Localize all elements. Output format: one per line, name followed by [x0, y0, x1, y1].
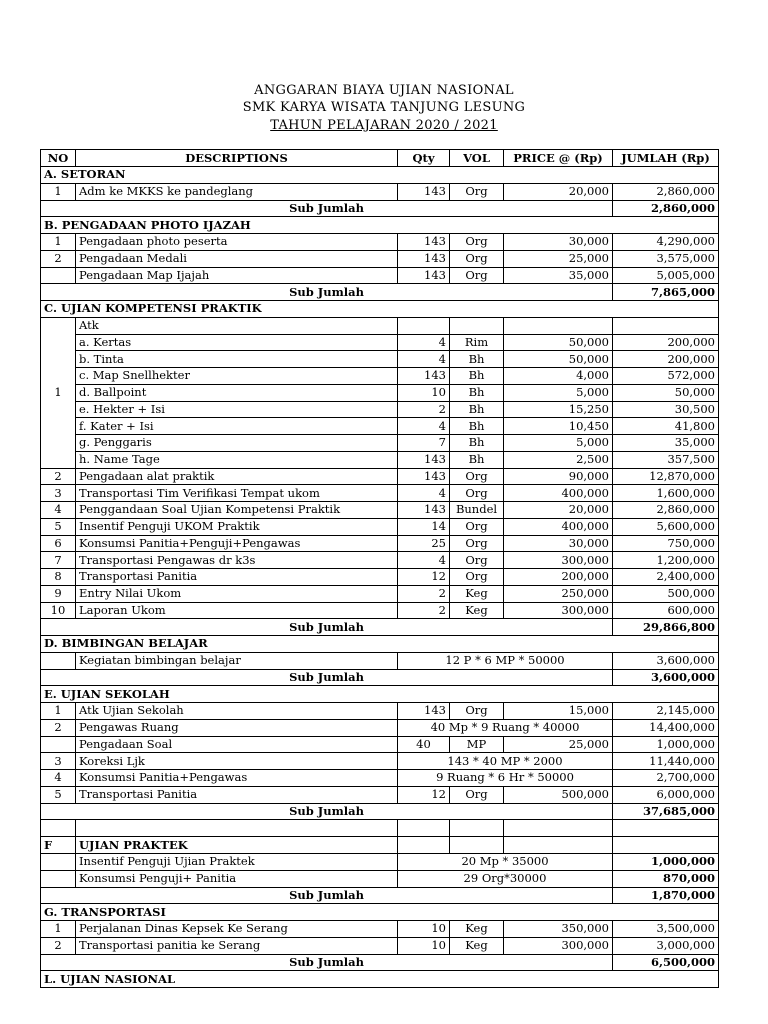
row-jumlah: 3,500,000 [613, 921, 719, 938]
section-title: B. PENGADAAN PHOTO IJAZAH [41, 217, 719, 234]
subtotal-label: Sub Jumlah [41, 803, 613, 820]
row-no: 2 [41, 250, 76, 267]
row-vol: Org [450, 267, 504, 284]
row-desc: g. Penggaris [76, 435, 398, 452]
row-qty: 10 [398, 937, 450, 954]
table-row [41, 502, 719, 519]
table-row [41, 569, 719, 586]
row-qty: 25 [398, 535, 450, 552]
row-jumlah: 600,000 [613, 602, 719, 619]
row-desc: Konsumsi Panitia+Penguji+Pengawas [76, 535, 398, 552]
section-title: E. UJIAN SEKOLAH [41, 686, 719, 703]
row-price: 300,000 [504, 552, 613, 569]
section-title: D. BIMBINGAN BELAJAR [41, 636, 719, 653]
row-desc: Transportasi Panitia [76, 569, 398, 586]
row-jumlah: 1,000,000 [613, 854, 719, 871]
row-no: 1 [41, 183, 76, 200]
row-no [41, 267, 76, 284]
row-vol: Org [450, 250, 504, 267]
academic-year: TAHUN PELAJARAN 2020 / 2021 [270, 118, 498, 133]
row-price: 20,000 [504, 502, 613, 519]
row-no: 2 [41, 719, 76, 736]
table-row [41, 937, 719, 954]
table-row [41, 267, 719, 284]
row-desc: b. Tinta [76, 351, 398, 368]
table-row [41, 234, 719, 251]
row-qty: 4 [398, 485, 450, 502]
row-jumlah: 3,575,000 [613, 250, 719, 267]
row-vol: MP [450, 736, 504, 753]
row-qty: 4 [398, 351, 450, 368]
row-jumlah: 11,440,000 [613, 753, 719, 770]
row-qty: 7 [398, 435, 450, 452]
table-row [41, 719, 719, 736]
row-desc: Perjalanan Dinas Kepsek Ke Serang [76, 921, 398, 938]
row-desc: Adm ke MKKS ke pandeglang [76, 183, 398, 200]
row-jumlah: 6,000,000 [613, 786, 719, 803]
row-formula: 29 Org*30000 [398, 870, 613, 887]
row-vol: Keg [450, 602, 504, 619]
row-jumlah: 1,200,000 [613, 552, 719, 569]
subtotal-value: 29,866,800 [613, 619, 719, 636]
row-no [41, 736, 76, 753]
table-row [41, 854, 719, 871]
subtotal-value: 1,870,000 [613, 887, 719, 904]
row-no: 7 [41, 552, 76, 569]
table-row [41, 518, 719, 535]
row-vol: Org [450, 703, 504, 720]
subtotal-value: 6,500,000 [613, 954, 719, 971]
row-no: 4 [41, 502, 76, 519]
subtotal-value: 2,860,000 [613, 200, 719, 217]
row-price: 400,000 [504, 485, 613, 502]
row-no: 8 [41, 569, 76, 586]
row-vol: Org [450, 485, 504, 502]
row-qty: 14 [398, 518, 450, 535]
row-jumlah: 4,290,000 [613, 234, 719, 251]
table-row [41, 418, 719, 435]
row-desc: Pengadaan Medali [76, 250, 398, 267]
row-desc: Transportasi Panitia [76, 786, 398, 803]
row-vol: Org [450, 183, 504, 200]
row-no: 9 [41, 585, 76, 602]
table-row [41, 317, 719, 334]
row-qty: 40 [398, 736, 450, 753]
row-desc: Insentif Penguji Ujian Praktek [76, 854, 398, 871]
budget-table [40, 149, 719, 988]
row-price: 15,000 [504, 703, 613, 720]
row-desc: Konsumsi Penguji+ Panitia [76, 870, 398, 887]
row-no: 4 [41, 770, 76, 787]
table-row [41, 652, 719, 669]
row-desc: Kegiatan bimbingan belajar [76, 652, 398, 669]
row-qty: 4 [398, 418, 450, 435]
section-title: C. UJIAN KOMPETENSI PRAKTIK [41, 301, 719, 318]
header-no: NO [41, 150, 76, 167]
row-vol: Bh [450, 384, 504, 401]
row-vol: Org [450, 234, 504, 251]
row-desc: Pengadaan photo peserta [76, 234, 398, 251]
table-row [41, 183, 719, 200]
row-no: 6 [41, 535, 76, 552]
row-price: 90,000 [504, 468, 613, 485]
section-row [41, 837, 719, 854]
row-vol: Org [450, 569, 504, 586]
row-no: 1 [41, 234, 76, 251]
table-row [41, 535, 719, 552]
document-title: ANGGARAN BIAYA UJIAN NASIONAL [254, 83, 514, 98]
row-qty: 10 [398, 384, 450, 401]
row-desc: d. Ballpoint [76, 384, 398, 401]
row-formula: 9 Ruang * 6 Hr * 50000 [398, 770, 613, 787]
subtotal-row [41, 887, 719, 904]
table-row [41, 451, 719, 468]
subtotal-label: Sub Jumlah [41, 887, 613, 904]
table-row [41, 435, 719, 452]
row-vol: Bh [450, 435, 504, 452]
row-desc: Transportasi Pengawas dr k3s [76, 552, 398, 569]
row-desc: Atk Ujian Sekolah [76, 703, 398, 720]
table-row [41, 401, 719, 418]
header-vol: VOL [450, 150, 504, 167]
row-desc: Entry Nilai Ukom [76, 585, 398, 602]
row-vol: Keg [450, 585, 504, 602]
row-no: 2 [41, 937, 76, 954]
row-qty: 143 [398, 250, 450, 267]
blank-row [41, 820, 719, 837]
header-price: PRICE @ (Rp) [504, 150, 613, 167]
table-row [41, 770, 719, 787]
table-row [41, 485, 719, 502]
row-vol: Bh [450, 368, 504, 385]
table-row [41, 334, 719, 351]
row-jumlah: 2,860,000 [613, 502, 719, 519]
row-no: 10 [41, 602, 76, 619]
subtotal-row [41, 803, 719, 820]
row-jumlah: 2,860,000 [613, 183, 719, 200]
row-jumlah: 500,000 [613, 585, 719, 602]
row-vol: Bundel [450, 502, 504, 519]
row-price: 15,250 [504, 401, 613, 418]
subtotal-row [41, 619, 719, 636]
row-qty: 143 [398, 368, 450, 385]
row-vol: Org [450, 552, 504, 569]
row-price: 350,000 [504, 921, 613, 938]
row-qty: 10 [398, 921, 450, 938]
row-qty: 143 [398, 234, 450, 251]
row-qty: 12 [398, 786, 450, 803]
row-price: 300,000 [504, 937, 613, 954]
section-title: L. UJIAN NASIONAL [41, 971, 719, 988]
table-row [41, 250, 719, 267]
table-row [41, 351, 719, 368]
header-jumlah: JUMLAH (Rp) [613, 150, 719, 167]
table-row [41, 468, 719, 485]
row-qty: 2 [398, 585, 450, 602]
row-jumlah: 2,145,000 [613, 703, 719, 720]
row-jumlah: 357,500 [613, 451, 719, 468]
row-jumlah: 3,000,000 [613, 937, 719, 954]
row-vol: Org [450, 786, 504, 803]
row-desc: e. Hekter + Isi [76, 401, 398, 418]
row-formula: 12 P * 6 MP * 50000 [398, 652, 613, 669]
row-desc: a. Kertas [76, 334, 398, 351]
row-price: 20,000 [504, 183, 613, 200]
row-desc: Insentif Penguji UKOM Praktik [76, 518, 398, 535]
row-vol: Keg [450, 937, 504, 954]
row-qty: 143 [398, 468, 450, 485]
row-no: 1 [41, 703, 76, 720]
row-no: 5 [41, 786, 76, 803]
header-qty: Qty [398, 150, 450, 167]
row-formula: 40 Mp * 9 Ruang * 40000 [398, 719, 613, 736]
table-row [41, 384, 719, 401]
row-jumlah: 1,600,000 [613, 485, 719, 502]
row-price: 500,000 [504, 786, 613, 803]
row-qty: 4 [398, 334, 450, 351]
row-price: 400,000 [504, 518, 613, 535]
row-vol: Bh [450, 418, 504, 435]
row-desc: Transportasi Tim Verifikasi Tempat ukom [76, 485, 398, 502]
row-price: 25,000 [504, 250, 613, 267]
row-price: 2,500 [504, 451, 613, 468]
row-jumlah: 750,000 [613, 535, 719, 552]
row-desc: Penggandaan Soal Ujian Kompetensi Praktik [76, 502, 398, 519]
row-jumlah: 200,000 [613, 351, 719, 368]
section-title: A. SETORAN [41, 167, 719, 184]
row-qty: 2 [398, 401, 450, 418]
row-price: 50,000 [504, 334, 613, 351]
row-qty: 143 [398, 502, 450, 519]
row-desc: Transportasi panitia ke Serang [76, 937, 398, 954]
row-desc: Pengadaan Map Ijajah [76, 267, 398, 284]
row-jumlah: 30,500 [613, 401, 719, 418]
row-jumlah: 35,000 [613, 435, 719, 452]
row-price: 35,000 [504, 267, 613, 284]
section-letter: F [41, 837, 76, 854]
row-price: 30,000 [504, 234, 613, 251]
row-price: 5,000 [504, 384, 613, 401]
subtotal-label: Sub Jumlah [41, 954, 613, 971]
subtotal-value: 3,600,000 [613, 669, 719, 686]
row-vol: Keg [450, 921, 504, 938]
row-jumlah: 1,000,000 [613, 736, 719, 753]
row-desc: Pengawas Ruang [76, 719, 398, 736]
row-qty: 143 [398, 183, 450, 200]
row-price: 250,000 [504, 585, 613, 602]
row-jumlah: 870,000 [613, 870, 719, 887]
row-price: 4,000 [504, 368, 613, 385]
row-no: 5 [41, 518, 76, 535]
row-jumlah: 5,600,000 [613, 518, 719, 535]
row-jumlah: 5,005,000 [613, 267, 719, 284]
row-qty: 143 [398, 703, 450, 720]
row-jumlah: 572,000 [613, 368, 719, 385]
row-price: 300,000 [504, 602, 613, 619]
table-row [41, 585, 719, 602]
row-desc: Koreksi Ljk [76, 753, 398, 770]
section-title: UJIAN PRAKTEK [76, 837, 398, 854]
row-price: 10,450 [504, 418, 613, 435]
table-row [41, 870, 719, 887]
row-vol: Org [450, 535, 504, 552]
row-qty: 4 [398, 552, 450, 569]
row-no: 1 [41, 921, 76, 938]
row-desc: h. Name Tage [76, 451, 398, 468]
row-qty: 2 [398, 602, 450, 619]
table-row [41, 921, 719, 938]
row-desc: Atk [76, 317, 398, 334]
row-jumlah: 3,600,000 [613, 652, 719, 669]
row-price: 50,000 [504, 351, 613, 368]
subtotal-row [41, 954, 719, 971]
row-jumlah: 14,400,000 [613, 719, 719, 736]
row-jumlah: 41,800 [613, 418, 719, 435]
row-vol: Bh [450, 451, 504, 468]
row-desc: Konsumsi Panitia+Pengawas [76, 770, 398, 787]
row-desc: Pengadaan alat praktik [76, 468, 398, 485]
row-vol: Org [450, 518, 504, 535]
subtotal-row [41, 284, 719, 301]
subtotal-label: Sub Jumlah [41, 284, 613, 301]
row-no: 3 [41, 753, 76, 770]
row-desc: Pengadaan Soal [76, 736, 398, 753]
subtotal-value: 7,865,000 [613, 284, 719, 301]
table-header-row [41, 150, 719, 167]
table-row [41, 602, 719, 619]
row-formula: 143 * 40 MP * 2000 [398, 753, 613, 770]
section-title: G. TRANSPORTASI [41, 904, 719, 921]
table-row [41, 703, 719, 720]
table-row [41, 786, 719, 803]
row-no: 3 [41, 485, 76, 502]
subtotal-label: Sub Jumlah [41, 200, 613, 217]
row-qty: 143 [398, 451, 450, 468]
header-descriptions: DESCRIPTIONS [76, 150, 398, 167]
school-name: SMK KARYA WISATA TANJUNG LESUNG [242, 100, 526, 115]
row-jumlah: 12,870,000 [613, 468, 719, 485]
row-no: 1 [41, 317, 76, 468]
subtotal-row [41, 669, 719, 686]
row-jumlah: 200,000 [613, 334, 719, 351]
table-row [41, 368, 719, 385]
subtotal-value: 37,685,000 [613, 803, 719, 820]
row-vol: Bh [450, 351, 504, 368]
row-qty: 143 [398, 267, 450, 284]
row-desc: c. Map Snellhekter [76, 368, 398, 385]
row-vol: Org [450, 468, 504, 485]
row-desc: f. Kater + Isi [76, 418, 398, 435]
table-row [41, 736, 719, 753]
row-no: 2 [41, 468, 76, 485]
row-jumlah: 50,000 [613, 384, 719, 401]
row-formula: 20 Mp * 35000 [398, 854, 613, 871]
row-price: 25,000 [504, 736, 613, 753]
row-price: 200,000 [504, 569, 613, 586]
row-desc: Laporan Ukom [76, 602, 398, 619]
row-jumlah: 2,700,000 [613, 770, 719, 787]
row-vol: Rim [450, 334, 504, 351]
subtotal-label: Sub Jumlah [41, 619, 613, 636]
table-row [41, 753, 719, 770]
row-vol: Bh [450, 401, 504, 418]
row-jumlah: 2,400,000 [613, 569, 719, 586]
subtotal-row [41, 200, 719, 217]
row-price: 5,000 [504, 435, 613, 452]
table-row [41, 552, 719, 569]
row-price: 30,000 [504, 535, 613, 552]
row-qty: 12 [398, 569, 450, 586]
subtotal-label: Sub Jumlah [41, 669, 613, 686]
